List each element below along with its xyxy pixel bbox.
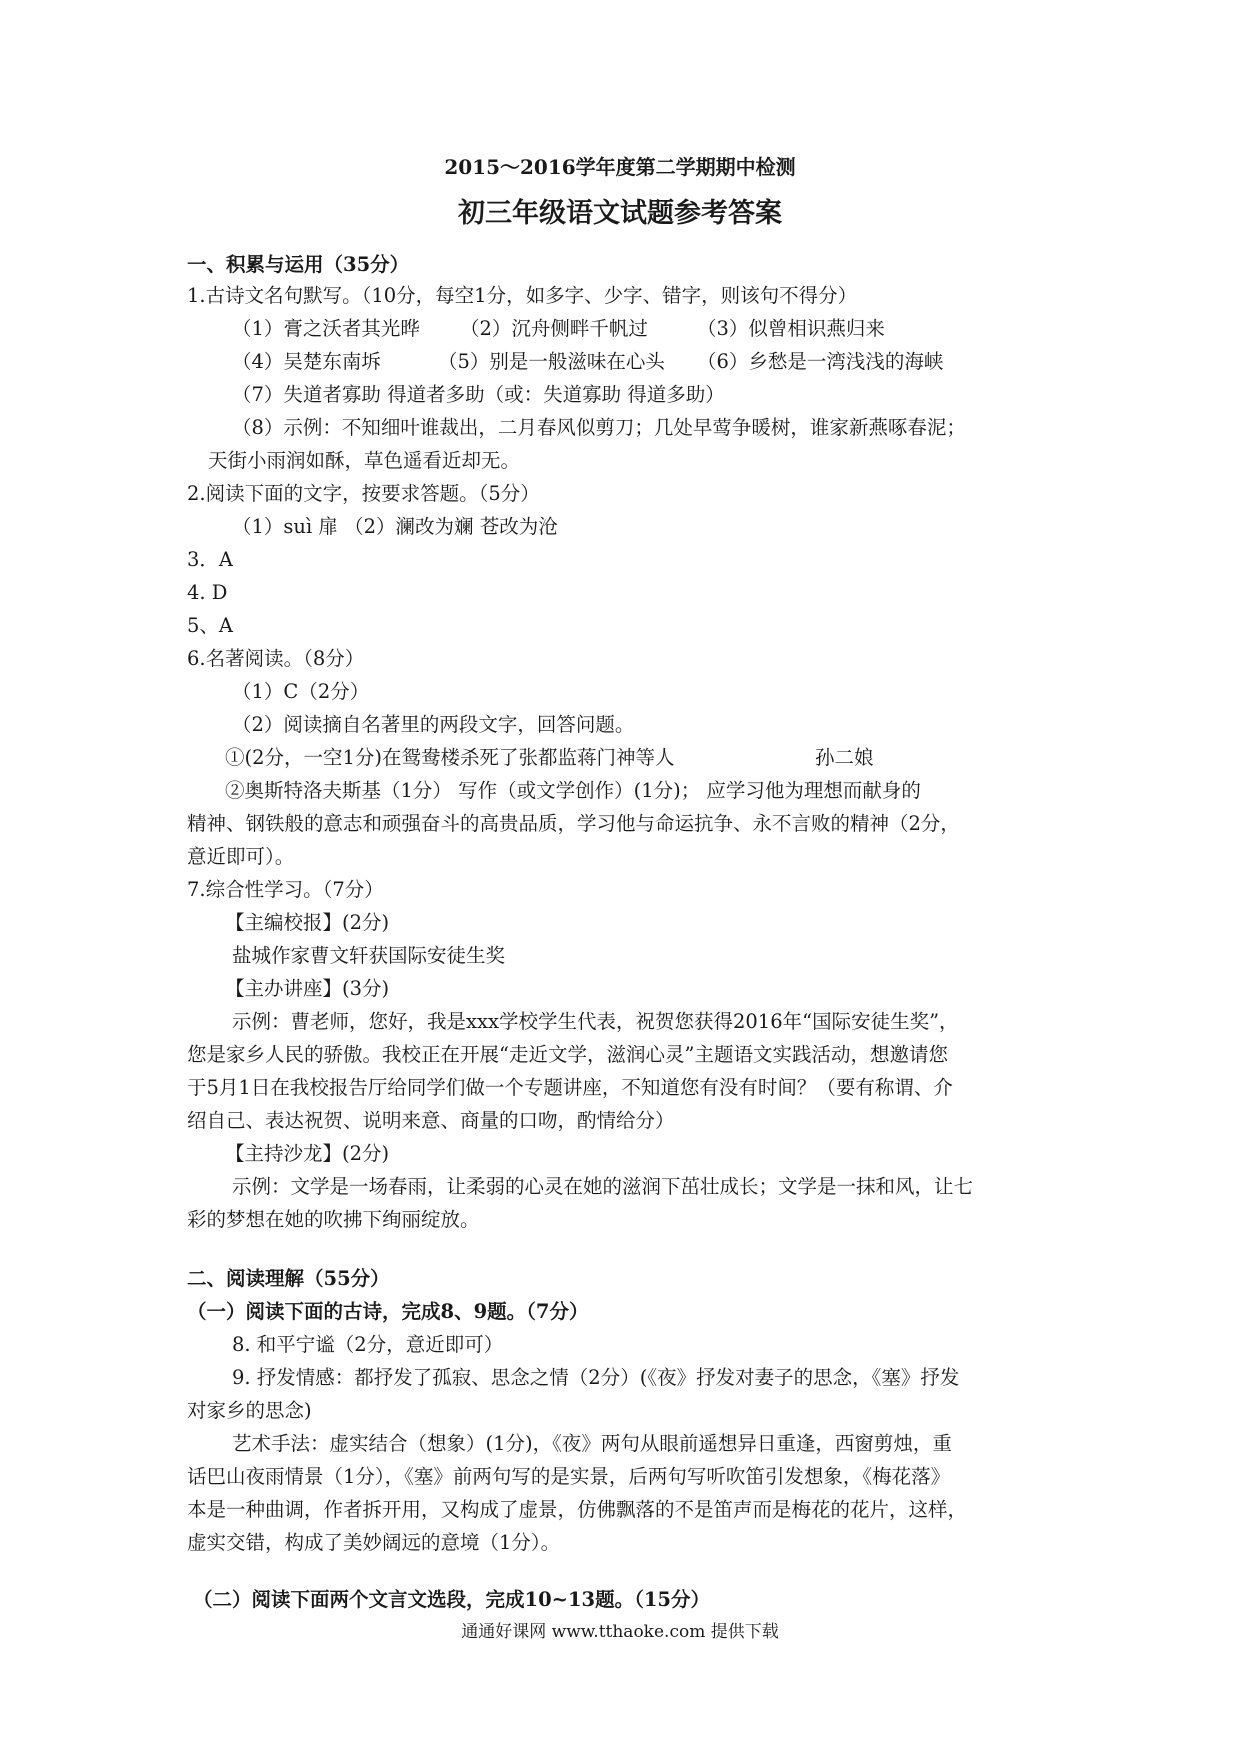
q7-part2-line1: 示例：曹老师，您好，我是xxx学校学生代表，祝贺您获得2016年“国际安徒生奖”，: [232, 1010, 959, 1033]
footer-credit: 通通好课网 www.tthaoke.com 提供下载: [461, 1622, 779, 1642]
document-title: 初三年级语文试题参考答案: [458, 198, 782, 229]
q6-answer-2-2: ②奥斯特洛夫斯基（1分） 写作（或文学创作）(1分)； 应学习他为理想而献身的: [225, 779, 921, 802]
section1-heading: 一、积累与运用（35分）: [187, 253, 410, 276]
q1-stem: 1.古诗文名句默写。（10分，每空1分，如多字、少字、错字，则该句不得分）: [187, 284, 858, 307]
q1-answer-8-cont: 天街小雨润如酥，草色遥看近却无。: [208, 449, 521, 472]
q6-answer-2: （2）阅读摘自名著里的两段文字，回答问题。: [232, 713, 635, 736]
q7-part1-answer: 盐城作家曹文轩获国际安徒生奖: [232, 944, 506, 967]
q7-part3-heading: 【主持沙龙】(2分): [225, 1142, 390, 1165]
q9-line4: 话巴山夜雨情景（1分），《塞》前两句写的是实景，后两句写听吹笛引发想象，《梅花落》: [187, 1465, 951, 1488]
q2-stem: 2.阅读下面的文字，按要求答题。（5分）: [187, 482, 540, 505]
q6-answer-2-1: ①(2分，一空1分)在鸳鸯楼杀死了张都监蒋门神等人: [225, 746, 675, 769]
q1-answer-4: （4）吴楚东南坼: [232, 350, 381, 373]
q2-answer: （1）suì 扉 （2）澜改为斓 苍改为沧: [232, 515, 558, 538]
q9-line2: 对家乡的思念): [187, 1399, 312, 1422]
section2-part2-heading: （二）阅读下面两个文言文选段，完成10~13题。（15分）: [193, 1588, 710, 1611]
q6-stem: 6.名著阅读。（8分）: [187, 647, 365, 670]
q6-answer-1: （1）C（2分）: [232, 680, 370, 703]
q7-part2-heading: 【主办讲座】(3分): [225, 977, 390, 1000]
q9-line6: 虚实交错，构成了美妙阔远的意境（1分）。: [187, 1531, 561, 1554]
q1-answer-2: （2）沉舟侧畔千帆过: [460, 317, 648, 340]
q1-answer-1: （1）膏之沃者其光晔: [232, 317, 420, 340]
q3-answer: 3．A: [187, 548, 233, 571]
q6-answer-2-2-cont: 精神、钢铁般的意志和顽强奋斗的高贵品质，学习他与命运抗争、永不言败的精神（2分，: [187, 812, 960, 835]
q7-part2-line3: 于5月1日在我校报告厅给同学们做一个专题讲座，不知道您有没有时间？（要有称谓、介: [187, 1076, 953, 1099]
q5-answer: 5、A: [187, 614, 233, 637]
q7-part2-line4: 绍自己、表达祝贺、说明来意、商量的口吻，酌情给分）: [187, 1109, 675, 1132]
q7-part3-line2: 彩的梦想在她的吹拂下绚丽绽放。: [187, 1208, 480, 1231]
q1-answer-6: （6）乡愁是一湾浅浅的海峡: [697, 350, 944, 373]
q6-answer-2-1-name: 孙二娘: [815, 746, 874, 769]
q9-line5: 本是一种曲调，作者拆开用，又构成了虚景，仿佛飘落的不是笛声而是梅花的花片，这样，: [187, 1498, 968, 1521]
q1-answer-7: （7）失道者寡助 得道者多助（或：失道寡助 得道多助）: [232, 383, 725, 406]
q6-answer-2-2-end: 意近即可）。: [187, 845, 295, 868]
q1-answer-8: （8）示例：不知细叶谁裁出，二月春风似剪刀；几处早莺争暖树，谁家新燕啄春泥；: [232, 416, 966, 439]
q7-part2-line2: 您是家乡人民的骄傲。我校正在开展“走近文学，滋润心灵”主题语文实践活动，想邀请您: [187, 1043, 948, 1066]
q1-answer-5: （5）别是一般滋味在心头: [438, 350, 665, 373]
q7-stem: 7.综合性学习。（7分）: [187, 878, 384, 901]
q9-line3: 艺术手法：虚实结合（想象）(1分)，《夜》两句从眼前遥想异日重逢，西窗剪烛，重: [232, 1432, 952, 1455]
q8-answer: 8. 和平宁谧（2分，意近即可）: [232, 1333, 504, 1356]
section2-part1-heading: （一）阅读下面的古诗，完成8、9题。（7分）: [187, 1300, 589, 1323]
section2-heading: 二、阅读理解（55分）: [187, 1267, 390, 1290]
q7-part3-line1: 示例：文学是一场春雨，让柔弱的心灵在她的滋润下茁壮成长；文学是一抹和风，让七: [232, 1175, 974, 1198]
q1-answer-3: （3）似曾相识燕归来: [697, 317, 885, 340]
q9-line1: 9. 抒发情感：都抒发了孤寂、思念之情（2分）(《夜》抒发对妻子的思念，《塞》抒发: [232, 1366, 960, 1389]
q4-answer: 4. D: [187, 581, 228, 604]
exam-title: 2015～2016学年度第二学期期中检测: [444, 155, 796, 179]
q7-part1-heading: 【主编校报】(2分): [225, 911, 390, 934]
